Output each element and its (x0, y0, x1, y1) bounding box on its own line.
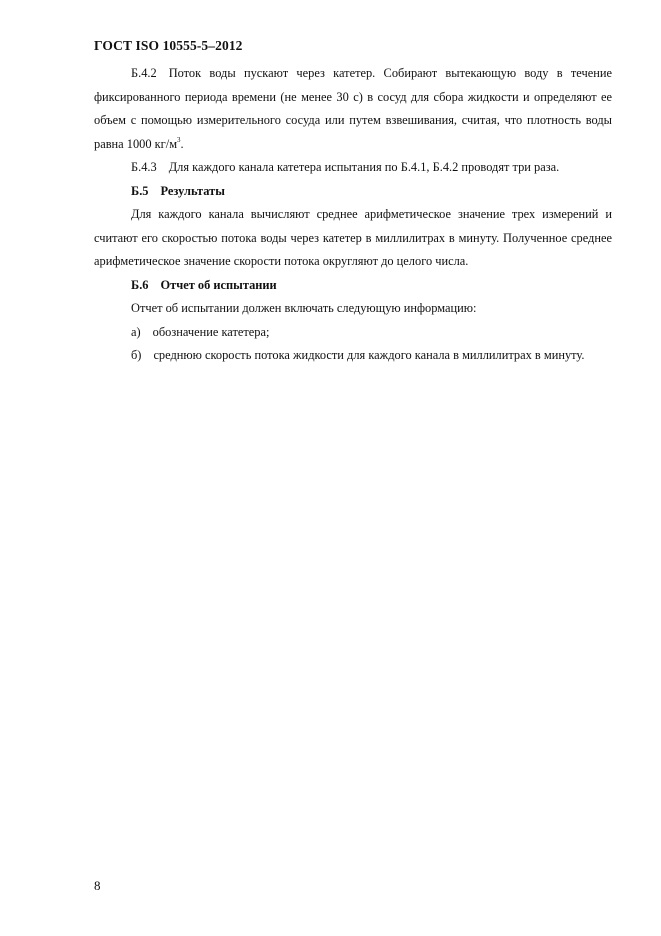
list-item-marker: б) (131, 348, 142, 362)
list-item (94, 344, 612, 368)
clause-number-b43: Б.4.3 (131, 160, 157, 174)
section-heading-b6 (94, 274, 612, 298)
superscript-3: 3 (177, 135, 181, 144)
section-heading-b5 (94, 180, 612, 204)
clause-text-b43: Для каждого канала катетера испытания по Б.4.1, Б.4.2 проводят три раза. (168, 160, 560, 174)
clause-number-b42: Б.4.2 (131, 66, 157, 80)
section-title-b5: Результаты (160, 183, 225, 198)
list-item-marker: а) (131, 324, 141, 339)
section-number-b6: Б.6 (131, 277, 149, 292)
document-header: ГОСТ ISO 10555-5–2012 (94, 38, 243, 53)
clause-text-b42: Поток воды пускают через катетер. Собирают вытекающую воду в течение фиксированного периода времени (не менее 30 с) в сосуд для сбора жидкости и определяют ее объем с помощью измерительного сосуда или путем взвешивания, считая, что плотность воды равна 1000 кг/м (94, 66, 612, 151)
paragraph-b43 (94, 156, 612, 180)
section-number-b5: Б.5 (131, 183, 149, 198)
page-number: 8 (94, 878, 101, 893)
paragraph-b5: Для каждого канала вычисляют среднее арифметическое значение трех измерений и считают его скоростью потока воды через катетер в миллилитрах в минуту. Полученное среднее арифметическое значение скорости потока округляют до целого числа. (94, 207, 612, 268)
section-title-b6: Отчет об испытании (160, 277, 277, 292)
clause-text-b42-end: . (180, 136, 184, 151)
list-item-text: среднюю скорость потока жидкости для каждого канала в миллилитрах в минуту. (153, 348, 585, 362)
document-body (94, 62, 612, 368)
paragraph-b6-intro: Отчет об испытании должен включать следующую информацию: (131, 301, 477, 315)
paragraph-b42 (94, 62, 612, 156)
list-item-text: обозначение катетера; (152, 324, 270, 339)
list-item (94, 321, 612, 345)
